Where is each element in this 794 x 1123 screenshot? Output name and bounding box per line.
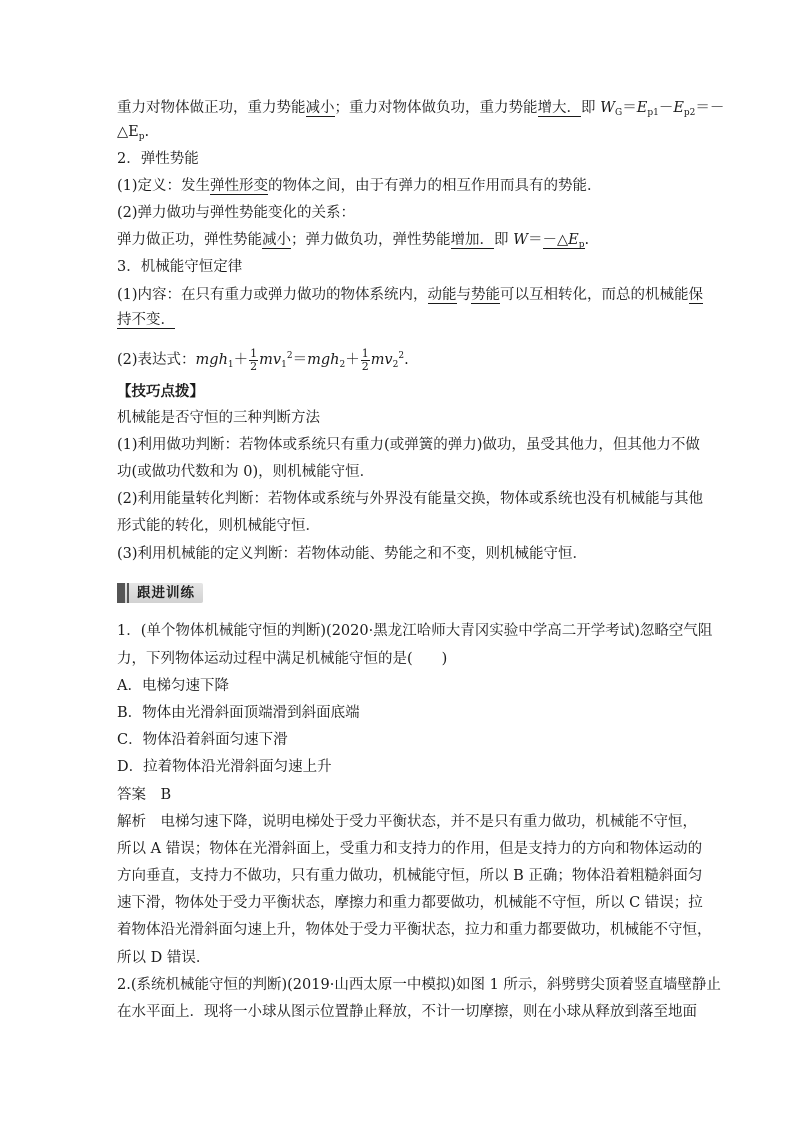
tip-line: (3)利用机械能的定义判断：若物体动能、势能之和不变，则机械能守恒． (117, 546, 588, 562)
formula-continuation: $\triangle E_p$. (117, 124, 150, 142)
text: (1)内容：在只有重力或弹力做功的物体系统内， (117, 287, 428, 303)
tip-title: 机械能是否守恒的三种判断方法 (117, 410, 320, 426)
content-line (117, 286, 703, 304)
text: 弹力做正功，弹性势能 (117, 232, 262, 248)
explanation-line: 方向垂直，支持力不做功，只有重力做功，机械能守恒，所以 B 正确；物体沿着粗糙斜面匀 (117, 868, 703, 884)
option-d: D．拉着物体沿光滑斜面匀速上升 (117, 759, 332, 775)
explanation-line: 所以 D 错误． (117, 950, 211, 966)
question-2-stem: 2.(系统机械能守恒的判断)(2019·山西太原一中模拟)如图 1 所示，斜劈劈尖顶着竖直墙壁静止 (117, 977, 721, 993)
underlined-answer: 减小 (305, 100, 335, 116)
option-a: A．电梯匀速下降 (117, 678, 229, 694)
option-b: B．物体由光滑斜面顶端滑到斜面底端 (117, 705, 360, 721)
option-c: C．物体沿着斜面匀速下滑 (117, 732, 288, 748)
underlined-answer: 增加． (450, 232, 494, 248)
underlined-answer: 动能 (427, 287, 457, 303)
section-banner-bar (117, 583, 125, 603)
tip-line: (2)利用能量转化判断：若物体或系统与外界没有能量交换，物体或系统也没有机械能与其他 (117, 491, 704, 507)
text: (2)表达式： (117, 352, 196, 368)
question-2-stem: 在水平面上．现将一小球从图示位置静止释放，不计一切摩擦，则在小球从释放到落至地面 (117, 1004, 697, 1020)
tip-line: (1)利用做功判断：若物体或系统只有重力(或弹簧的弹力)做功，虽受其他力，但其他力不做 (117, 437, 700, 453)
text: 即 (494, 232, 514, 248)
explanation-line: 着物体沿光滑斜面匀速上升，物体处于受力平衡状态，拉力和重力都要做功，机械能不守恒， (117, 922, 712, 938)
explanation-line: 所以 A 错误；物体在光滑斜面上，受重力和支持力的作用，但是支持力的方向和物体运动的 (117, 841, 703, 857)
content-continuation (117, 311, 175, 329)
underlined-answer: 势能 (471, 287, 501, 303)
text: 即 (581, 100, 601, 116)
underlined-answer: 增大． (537, 100, 581, 116)
elastic-work-line: 弹力做正功，弹性势能减小；弹力做负功，弹性势能增加．即 $W=-\triangle E_p$. (117, 232, 590, 250)
section-banner-bar (127, 583, 129, 603)
heading-conservation-law: 3．机械能守恒定律 (117, 259, 243, 275)
text: ；重力对物体做负功，重力势能 (334, 100, 538, 116)
definition-line (117, 177, 602, 195)
tip-line: 形式能的转化，则机械能守恒． (117, 518, 320, 534)
text: 与 (456, 287, 472, 303)
text: 的物体之间，由于有弹力的相互作用而具有的势能． (268, 178, 602, 194)
text: 重力对物体做正功，重力势能 (117, 100, 306, 116)
gravity-work-line: 重力对物体做正功，重力势能减小；重力对物体做负功，重力势能增大．即 $W_G=E_{p1}-E_{p2}=-$ (117, 100, 725, 118)
tip-label: 【技巧点拨】 (117, 383, 204, 400)
question-1-stem: 1．(单个物体机械能守恒的判断)(2020·黑龙江哈师大青冈实验中学高二开学考试)忽略空气阻 (117, 623, 713, 639)
expression-line: (2)表达式：mgh$_1$＋ $\frac{1}{2}$ $mv_1^2=mgh_2+$ $\frac{1}{2}$ $mv_2^2$. (117, 346, 409, 373)
explanation-line: 解析 电梯匀速下降，说明电梯处于受力平衡状态，并不是只有重力做功，机械能不守恒， (117, 814, 697, 830)
explanation-line: 速下滑，物体处于受力平衡状态，摩擦力和重力都要做功，机械能不守恒，所以 C 错误；拉 (117, 895, 703, 911)
answer-line: 答案 B (117, 787, 172, 803)
heading-elastic-energy: 2．弹性势能 (117, 151, 199, 167)
underlined-answer: 持不变． (117, 312, 175, 328)
relation-heading: (2)弹力做功与弹性势能变化的关系： (117, 205, 356, 221)
underlined-answer: 弹性形变 (210, 178, 269, 194)
underlined-answer: 减小 (262, 232, 291, 248)
tip-line: 功(或做功代数和为 0)，则机械能守恒． (117, 464, 375, 480)
question-1-stem: 力，下列物体运动过程中满足机械能守恒的是( ) (117, 651, 448, 667)
underlined-answer: 保 (688, 287, 704, 303)
text: △E (117, 124, 139, 140)
text: ；弹力做负功，弹性势能 (291, 232, 451, 248)
text: (1)定义：发生 (117, 178, 211, 194)
section-title: 跟进训练 (137, 585, 195, 601)
text: 可以互相转化，而总的机械能 (500, 287, 689, 303)
